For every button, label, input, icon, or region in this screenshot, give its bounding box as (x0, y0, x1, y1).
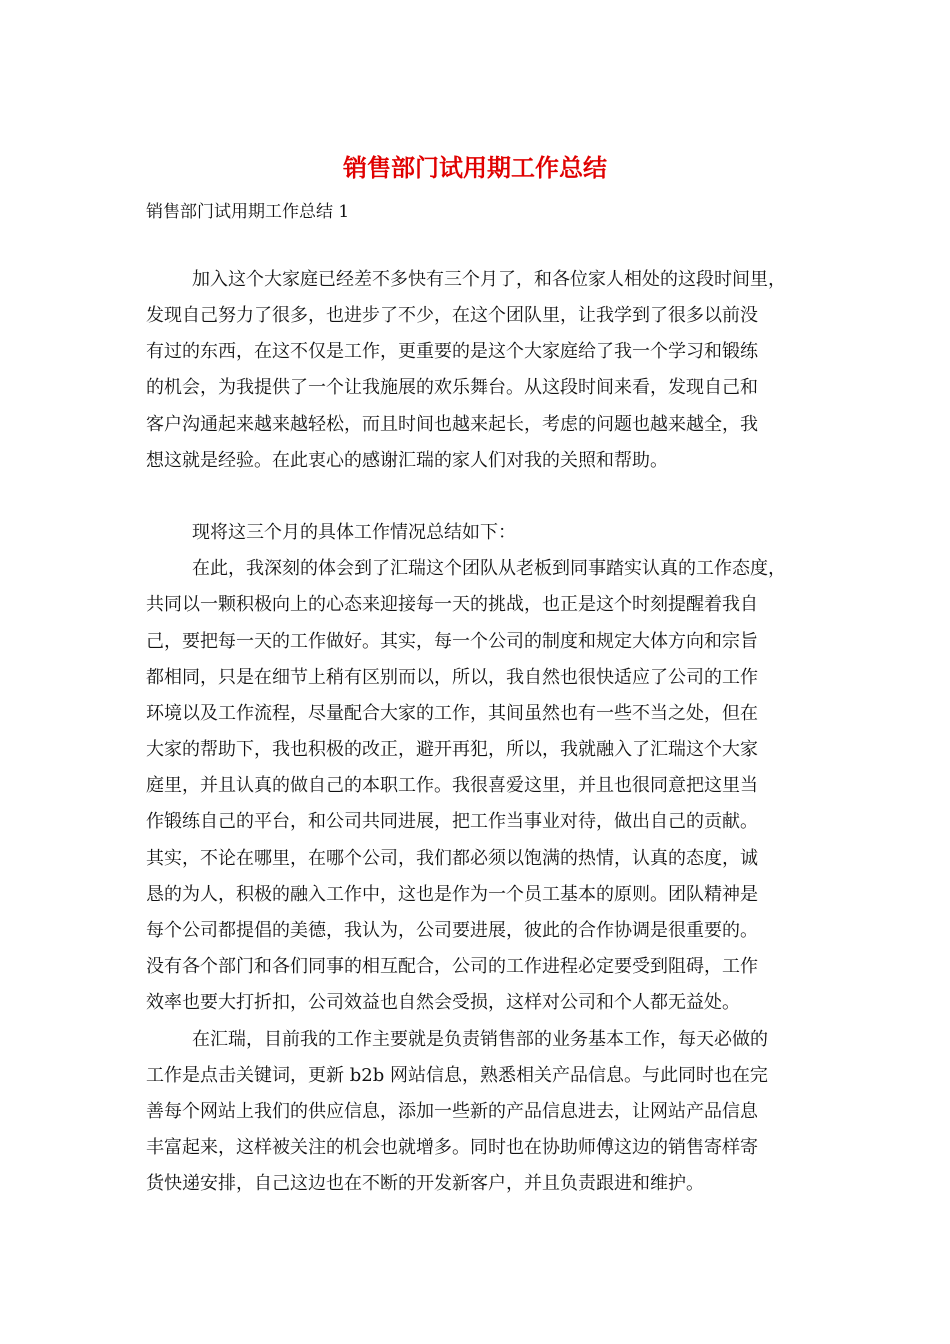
paragraph-line: 大家的帮助下，我也积极的改正，避开再犯，所以，我就融入了汇瑞这个大家 (146, 739, 758, 760)
paragraph-line: 丰富起来，这样被关注的机会也就增多。同时也在协助师傅这边的销售寄样寄 (146, 1137, 758, 1158)
paragraph-line: 有过的东西，在这不仅是工作，更重要的是这个大家庭给了我一个学习和锻练 (146, 341, 758, 362)
paragraph-line: 在汇瑞，目前我的工作主要就是负责销售部的业务基本工作，每天必做的 (192, 1029, 768, 1050)
paragraph-line: 的机会，为我提供了一个让我施展的欢乐舞台。从这段时间来看，发现自己和 (146, 377, 758, 398)
paragraph-line: 客户沟通起来越来越轻松，而且时间也越来起长，考虑的问题也越来越全，我 (146, 414, 758, 435)
paragraph-line: 没有各个部门和各们同事的相互配合，公司的工作进程必定要受到阻碍，工作 (146, 956, 758, 977)
paragraph-line: 环境以及工作流程，尽量配合大家的工作，其间虽然也有一些不当之处，但在 (146, 703, 758, 724)
paragraph-line: 发现自己努力了很多，也进步了不少，在这个团队里，让我学到了很多以前没 (146, 305, 758, 326)
paragraph-line: 现将这三个月的具体工作情况总结如下： (192, 522, 516, 543)
paragraph-line: 效率也要大打折扣，公司效益也自然会受损，这样对公司和个人都无益处。 (146, 992, 740, 1013)
paragraph-line: 货快递安排，自己这边也在不断的开发新客户，并且负责跟进和维护。 (146, 1173, 704, 1194)
paragraph-line: 在此，我深刻的体会到了汇瑞这个团队从老板到同事踏实认真的工作态度， (192, 558, 786, 579)
paragraph-line: 作锻练自己的平台，和公司共同进展，把工作当事业对待，做出自己的贡献。 (146, 811, 758, 832)
paragraph-line: 想这就是经验。在此衷心的感谢汇瑞的家人们对我的关照和帮助。 (146, 450, 668, 471)
paragraph-line: 恳的为人，积极的融入工作中，这也是作为一个员工基本的原则。团队精神是 (146, 884, 758, 905)
paragraph-line: 加入这个大家庭已经差不多快有三个月了，和各位家人相处的这段时间里， (192, 269, 786, 290)
paragraph-line: 己，要把每一天的工作做好。其实，每一个公司的制度和规定大体方向和宗旨 (146, 631, 758, 652)
paragraph-line: 共同以一颗积极向上的心态来迎接每一天的挑战，也正是这个时刻提醒着我自 (146, 594, 758, 615)
paragraph-line: 都相同，只是在细节上稍有区别而以，所以，我自然也很快适应了公司的工作 (146, 667, 758, 688)
paragraph-line: 其实，不论在哪里，在哪个公司，我们都必须以饱满的热情，认真的态度，诚 (146, 848, 758, 869)
paragraph-line: 善每个网站上我们的供应信息，添加一些新的产品信息进去，让网站产品信息 (146, 1101, 758, 1122)
document-title: 销售部门试用期工作总结 (343, 153, 607, 182)
section-heading: 销售部门试用期工作总结 1 (146, 202, 350, 222)
paragraph-line: 每个公司都提倡的美德，我认为，公司要进展，彼此的合作协调是很重要的。 (146, 920, 758, 941)
paragraph-line: 工作是点击关键词，更新 b2b 网站信息，熟悉相关产品信息。与此同时也在完 (146, 1065, 768, 1086)
paragraph-line: 庭里，并且认真的做自己的本职工作。我很喜爱这里，并且也很同意把这里当 (146, 775, 758, 796)
